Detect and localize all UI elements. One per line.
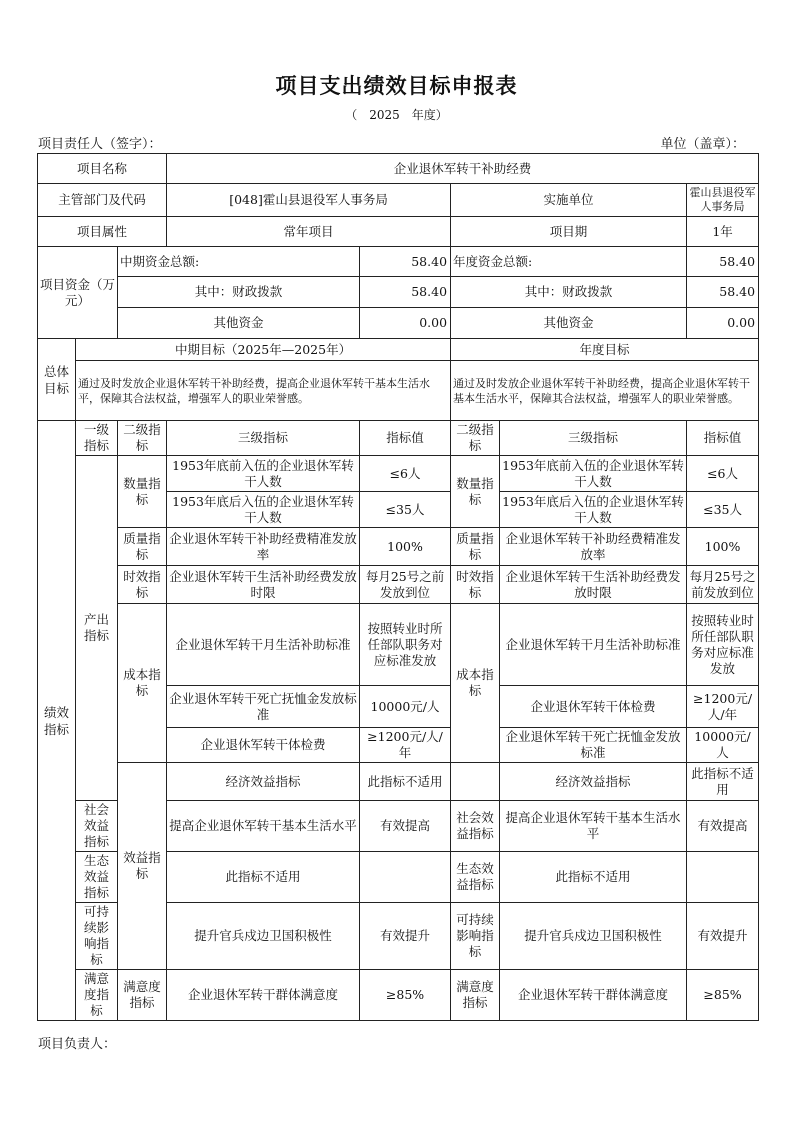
- form-year: [0, 106, 793, 123]
- left-quality-value: 100%: [360, 528, 451, 566]
- left-quantity-2: 1953年底后入伍的企业退休军转干人数: [167, 492, 360, 528]
- left-cost-1: 企业退休军转干月生活补助标准: [167, 604, 360, 686]
- right-time: 企业退休军转干生活补助经费发放时限: [500, 566, 687, 604]
- year-fiscal-value: 58.40: [687, 277, 759, 308]
- mid-total-label: 中期资金总额:: [118, 247, 360, 277]
- right-quantity-1-value: ≤6人: [687, 456, 759, 492]
- project-name-label: 项目名称: [38, 154, 167, 184]
- right-cost-1-value: 按照转业时所任部队职务对应标准发放: [687, 604, 759, 686]
- year-goal-header: 年度目标: [451, 339, 759, 361]
- header-level2: 二级指标: [118, 421, 167, 456]
- left-cost-3: 企业退休军转干体检费: [167, 728, 360, 763]
- year-other-label: 其他资金: [451, 308, 687, 339]
- year-goal-text: 通过及时发放企业退休军转干补助经费，提高企业退休军转干基本生活水平，保障其合法权益，增强军人的职业荣誉感。: [451, 361, 759, 421]
- form-title: 项目支出绩效目标申报表: [275, 74, 518, 98]
- right-cost-3: 企业退休军转干死亡抚恤金发放标准: [500, 728, 687, 763]
- time-indicator-left: 时效指标: [118, 566, 167, 604]
- project-attr-value: 常年项目: [167, 217, 451, 247]
- left-time-value: 每月25号之前发放到位: [360, 566, 451, 604]
- project-name: 企业退休军转干补助经费: [167, 154, 759, 184]
- year-fiscal-label: 其中：财政拨款: [451, 277, 687, 308]
- left-economic: 此指标不适用: [360, 763, 451, 801]
- right-social: 提高企业退休军转干基本生活水平: [500, 801, 687, 852]
- left-quantity-2-value: ≤35人: [360, 492, 451, 528]
- quality-indicator-right: 质量指标: [451, 528, 500, 566]
- output-indicator: 产出指标: [76, 456, 118, 801]
- left-sustainable: 提升官兵戍边卫国积极性: [167, 903, 360, 970]
- cost-indicator-right: 成本指标: [451, 604, 500, 763]
- mid-goal-text: 通过及时发放企业退休军转干补助经费，提高企业退休军转干基本生活水平，保障其合法权益，增强军人的职业荣誉感。: [76, 361, 451, 421]
- right-ecological-value: [687, 852, 759, 903]
- dept-value: [048]霍山县退役军人事务局: [167, 184, 451, 217]
- sustainable-indicator-left: 可持续影响指标: [76, 903, 118, 970]
- impl-unit-value: 霍山县退役军人事务局: [687, 184, 759, 217]
- right-time-value: 每月25号之前发放到位: [687, 566, 759, 604]
- right-sustainable: 提升官兵戍边卫国积极性: [500, 903, 687, 970]
- project-leader-label: 项目负责人：: [38, 1037, 117, 1052]
- right-satisfaction-value: ≥85%: [687, 970, 759, 1021]
- mid-total-value: 58.40: [360, 247, 451, 277]
- year-total-label: 年度资金总额:: [451, 247, 687, 277]
- right-quantity-1: 1953年底前入伍的企业退休军转干人数: [500, 456, 687, 492]
- right-quantity-2-value: ≤35人: [687, 492, 759, 528]
- left-sustainable-value: 有效提升: [360, 903, 451, 970]
- performance-target-table: [37, 153, 759, 1021]
- right-satisfaction: 企业退休军转干群体满意度: [500, 970, 687, 1021]
- header-level1: 一级指标: [76, 421, 118, 456]
- left-quantity-1-value: ≤6人: [360, 456, 451, 492]
- header-value-left: 指标值: [360, 421, 451, 456]
- time-indicator-right: 时效指标: [451, 566, 500, 604]
- right-cost-2-value: ≥1200元/人/年: [687, 686, 759, 728]
- social-indicator-left: 社会效益指标: [76, 801, 118, 852]
- left-cost-2-value: 10000元/人: [360, 686, 451, 728]
- dept-label: 主管部门及代码: [38, 184, 167, 217]
- year-other-value: 0.00: [687, 308, 759, 339]
- right-quality: 企业退休军转干补助经费精准发放率: [500, 528, 687, 566]
- right-social-value: 有效提高: [687, 801, 759, 852]
- left-ecological: 此指标不适用: [167, 852, 360, 903]
- economic-indicator-right: 经济效益指标: [500, 763, 687, 801]
- benefit-indicator: 效益指标: [118, 763, 167, 970]
- cost-indicator-left: 成本指标: [118, 604, 167, 763]
- quality-indicator-left: 质量指标: [118, 528, 167, 566]
- year-suffix: 年度）: [411, 108, 448, 122]
- left-cost-3-value: ≥1200元/人/年: [360, 728, 451, 763]
- left-economic-value: [451, 763, 500, 801]
- left-quality: 企业退休军转干补助经费精准发放率: [167, 528, 360, 566]
- right-sustainable-value: 有效提升: [687, 903, 759, 970]
- satisfaction-indicator-right: 满意度指标: [451, 970, 500, 1021]
- left-cost-1-value: 按照转业时所任部队职务对应标准发放: [360, 604, 451, 686]
- header-level2-right: 二级指标: [451, 421, 500, 456]
- right-economic: 此指标不适用: [687, 763, 759, 801]
- impl-unit-label: 实施单位: [451, 184, 687, 217]
- header-value-right: 指标值: [687, 421, 759, 456]
- right-cost-3-value: 10000元/人: [687, 728, 759, 763]
- left-social: 提高企业退休军转干基本生活水平: [167, 801, 360, 852]
- project-attr-label: 项目属性: [38, 217, 167, 247]
- mid-fiscal-value: 58.40: [360, 277, 451, 308]
- left-quantity-1: 1953年底前入伍的企业退休军转干人数: [167, 456, 360, 492]
- right-cost-1: 企业退休军转干月生活补助标准: [500, 604, 687, 686]
- quantity-indicator-right: 数量指标: [451, 456, 500, 528]
- satisfaction-indicator-left: 满意度指标: [118, 970, 167, 1021]
- unit-seal-label: 单位（盖章）：: [660, 137, 745, 152]
- overall-goal-label: 总体目标: [38, 339, 76, 421]
- social-indicator-right: 社会效益指标: [451, 801, 500, 852]
- left-cost-2: 企业退休军转干死亡抚恤金发放标准: [167, 686, 360, 728]
- left-time: 企业退休军转干生活补助经费发放时限: [167, 566, 360, 604]
- right-ecological: 此指标不适用: [500, 852, 687, 903]
- right-quality-value: 100%: [687, 528, 759, 566]
- right-quantity-2: 1953年底后入伍的企业退休军转干人数: [500, 492, 687, 528]
- ecological-indicator-left: 生态效益指标: [76, 852, 118, 903]
- mid-other-label: 其他资金: [118, 308, 360, 339]
- left-satisfaction: 企业退休军转干群体满意度: [167, 970, 360, 1021]
- quantity-indicator-left: 数量指标: [118, 456, 167, 528]
- left-ecological-value: [360, 852, 451, 903]
- left-social-value: 有效提高: [360, 801, 451, 852]
- mid-fiscal-label: 其中：财政拨款: [118, 277, 360, 308]
- year-total-value: 58.40: [687, 247, 759, 277]
- mid-other-value: 0.00: [360, 308, 451, 339]
- project-period-value: 1年: [687, 217, 759, 247]
- project-period-label: 项目期: [451, 217, 687, 247]
- perf-indicator-label: 绩效指标: [38, 421, 76, 1021]
- responsible-signature-label: 项目责任人（签字）：: [38, 137, 162, 152]
- ecological-indicator-right: 生态效益指标: [451, 852, 500, 903]
- left-satisfaction-value: ≥85%: [360, 970, 451, 1021]
- sustainable-indicator-right: 可持续影响指标: [451, 903, 500, 970]
- header-level3-right: 三级指标: [500, 421, 687, 456]
- satisfaction-l1: 满意度指标: [76, 970, 118, 1021]
- mid-goal-header: 中期目标（2025年—2025年）: [76, 339, 451, 361]
- right-cost-2: 企业退休军转干体检费: [500, 686, 687, 728]
- year-open: （: [345, 108, 358, 122]
- year-value: 2025: [369, 108, 400, 122]
- economic-indicator-left: 经济效益指标: [167, 763, 360, 801]
- funds-label: 项目资金（万元）: [38, 247, 118, 339]
- header-level3-left: 三级指标: [167, 421, 360, 456]
